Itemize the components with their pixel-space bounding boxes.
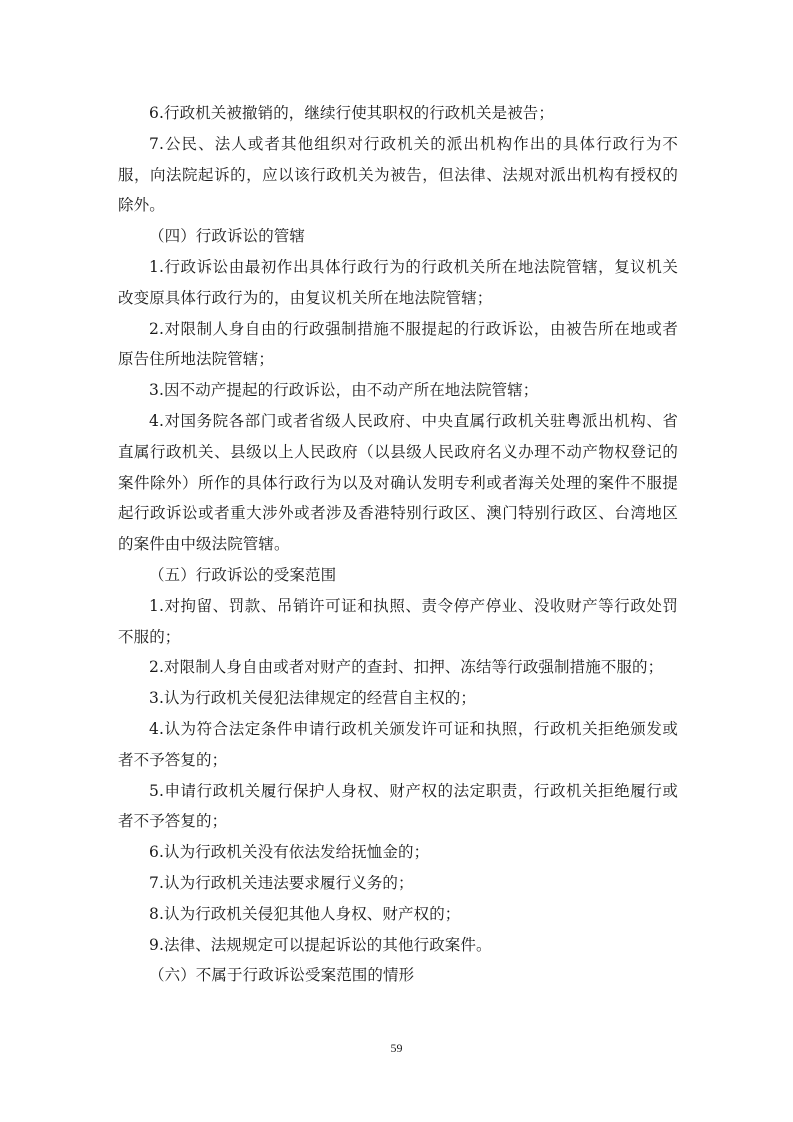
paragraph: 7.认为行政机关违法要求履行义务的； <box>149 873 414 892</box>
paragraph: 4.对国务院各部门或者省级人民政府、中央直属行政机关驻粤派出机构、省直属行政机关、县级以上人民政府（以县级人民政府名义办理不动产物权登记的案件除外）所作的具体行政行为以及对确认发明专利或者海关处理的案件不服提起行政诉讼或者重大涉外或者涉及香港特别行政区、澳门特别行政区、台湾地区的案件由中级法院管辖。 <box>118 411 678 554</box>
paragraph: 4.认为符合法定条件申请行政机关颁发许可证和执照，行政机关拒绝颁发或者不予答复的； <box>118 719 678 769</box>
paragraph: 8.认为行政机关侵犯其他人身权、财产权的； <box>149 904 461 923</box>
paragraph: 6.认为行政机关没有依法发给抚恤金的； <box>149 843 430 862</box>
paragraph: 5.申请行政机关履行保护人身权、财产权的法定职责，行政机关拒绝履行或者不予答复的； <box>118 781 678 831</box>
paragraph: 9.法律、法规规定可以提起诉讼的其他行政案件。 <box>149 935 492 954</box>
document-body <box>118 98 678 991</box>
paragraph: 3.因不动产提起的行政诉讼，由不动产所在地法院管辖； <box>149 381 539 400</box>
paragraph: 7.公民、法人或者其他组织对行政机关的派出机构作出的具体行政行为不服，向法院起诉的，应以该行政机关为被告，但法律、法规对派出机构有授权的除外。 <box>118 134 678 215</box>
section-heading: （五）行政诉讼的受案范围 <box>149 565 337 584</box>
paragraph: 6.行政机关被撤销的，继续行使其职权的行政机关是被告； <box>149 104 554 122</box>
paragraph: 1.行政诉讼由最初作出具体行政行为的行政机关所在地法院管辖，复议机关改变原具体行政行为的，由复议机关所在地法院管辖； <box>118 257 678 307</box>
paragraph: 3.认为行政机关侵犯法律规定的经营自主权的； <box>149 689 476 708</box>
paragraph: 1.对拘留、罚款、吊销许可证和执照、责令停产停业、没收财产等行政处罚不服的； <box>118 596 678 646</box>
section-heading: （六）不属于行政诉讼受案范围的情形 <box>149 966 415 985</box>
paragraph: 2.对限制人身自由的行政强制措施不服提起的行政诉讼，由被告所在地或者原告住所地法院管辖； <box>118 319 678 369</box>
section-heading: （四）行政诉讼的管辖 <box>149 227 306 246</box>
paragraph: 2.对限制人身自由或者对财产的查封、扣押、冻结等行政强制措施不服的； <box>149 658 664 677</box>
page-number: 59 <box>390 1041 403 1055</box>
